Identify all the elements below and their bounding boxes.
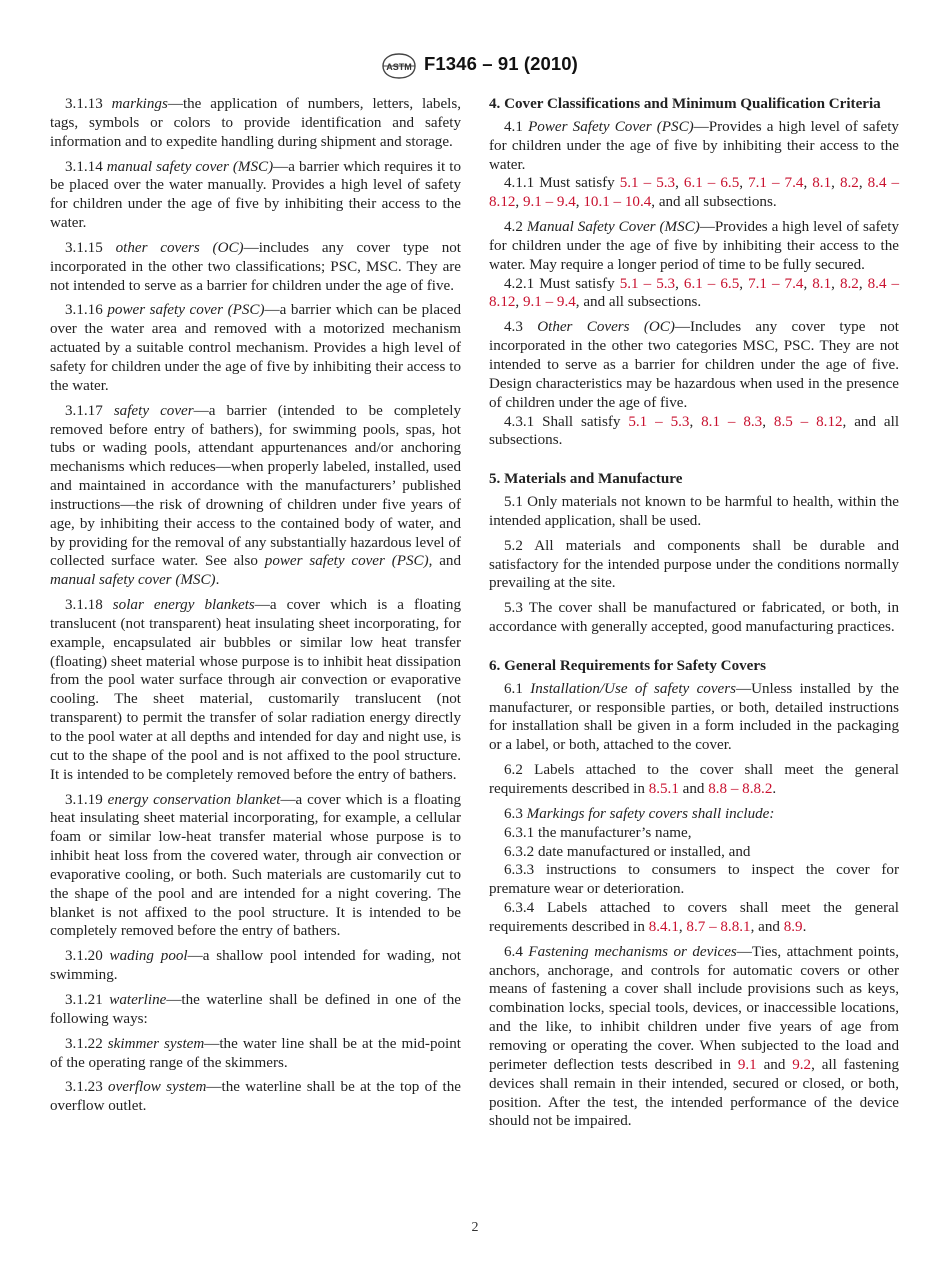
ref-link[interactable]: 5.1 – 5.3 (628, 413, 690, 430)
section-6-4: 6.4 Fastening mechanisms or devices—Ties, attachment points, anchors, anchorage, and controls for automatic covers or other means of fastening a cover shall include provisions such as keys, combination locks, special tools, devices, or inaccessible locations, and the like, to inhibit children under five years of age from removing or operating the cover. When subjected to the load and perimeter deflection tests described in 9.1 and 9.2, all fastening devices shall remain in their intended, secured or closed, or both, position. After the test, the intended performance of the device should not be impaired. (489, 943, 900, 1130)
document-id: F1346 – 91 (2010) (424, 53, 578, 74)
section-3-1-14: 3.1.14 manual safety cover (MSC)—a barrier which requires it to be placed over the water manually. Provides a high level of safety for children under the age of five by inhibiting their access to the water. (50, 158, 461, 232)
ref-link[interactable]: 9.2 (792, 1056, 812, 1073)
section-6-3-2: 6.3.2 date manufactured or installed, and (504, 843, 751, 860)
section-6-3-1: 6.3.1 the manufacturer’s name, (504, 824, 692, 841)
section-3-1-22: 3.1.22 skimmer system—the water line shall be at the mid-point of the operating range of the skimmers. (50, 1035, 461, 1071)
section-6-3: 6.3 Markings for safety covers shall include: (504, 805, 775, 822)
section-5-1: 5.1 Only materials not known to be harmful to health, within the intended application, shall be used. (489, 494, 899, 529)
ref-link[interactable]: 8.2 (839, 175, 859, 192)
ref-link[interactable]: 8.5 – 8.12 (773, 413, 843, 430)
left-column (50, 95, 461, 1122)
section-3-1-20: 3.1.20 wading pool—a shallow pool intended for wading, not swimming. (50, 948, 461, 984)
ref-link[interactable]: 6.1 – 6.5 (683, 175, 740, 192)
ref-link[interactable]: 8.5.1 (648, 781, 679, 797)
section-3-1-16: 3.1.16 power safety cover (PSC)—a barrier which can be placed over the water area and removed with a motorized mechanism actuated by a suitable control mechanism. Provides a high level of safety for children under the age of five by inhibiting their access to the water. (50, 302, 462, 394)
ref-link[interactable]: 8.1 (812, 175, 832, 192)
astm-logo-icon (381, 52, 417, 80)
section-4-1-1: 4.1.1 Must satisfy 5.1 – 5.3, 6.1 – 6.5, 7.1 – 7.4, 8.1, 8.2, 8.4 – 8.12, 9.1 – 9.4, 10.1 – 10.4, and all subsections. (489, 175, 900, 211)
ref-link[interactable]: 7.1 – 7.4 (748, 275, 804, 292)
ref-link[interactable]: 8.2 (839, 275, 859, 292)
section-3-1-19: 3.1.19 energy conservation blanket—a cover which is a floating heat insulating sheet material incorporating, for example, a cellular foam or similar low-heat transfer material whose purpose is to inhibit heat loss from the covered water, through air convection or evaporative cooling, or both. Such materials are customarily cut to the shape of the pool and are intended for a night covering. The blanket is not affixed to the pool structure. It is intended to be completely removed before the entry of bathers. (50, 791, 461, 940)
right-column (489, 95, 899, 1137)
ref-link[interactable]: 5.1 – 5.3 (619, 275, 676, 292)
section-6-1: 6.1 Installation/Use of safety covers—Unless installed by the manufacturer, or responsible parties, or both, detailed instructions for installation shall be given in a form included in the packaging or a label, or both, attached to the cover. (489, 680, 899, 754)
section-6-2: 6.2 Labels attached to the cover shall meet the general requirements described in 8.5.1 and 8.8 – 8.8.2. (489, 762, 899, 797)
logo-text: ASTM (386, 62, 412, 72)
ref-link[interactable]: 5.1 – 5.3 (619, 175, 676, 192)
ref-link[interactable]: 10.1 – 10.4 (583, 194, 652, 211)
section-4-1: 4.1 Power Safety Cover (PSC)—Provides a high level of safety for children under the age of five by inhibiting their access to the water. (489, 118, 899, 173)
section-6-3-3: 6.3.3 instructions to consumers to inspect the cover for premature wear or deterioration. (489, 862, 899, 898)
ref-link[interactable]: 9.1 – 9.4 (522, 294, 576, 311)
ref-link[interactable]: 8.7 – 8.8.1 (686, 918, 751, 935)
section-4-3: 4.3 Other Covers (OC)—Includes any cover type not incorporated in the other two categories MSC, PSC. They are not intended to serve as a barrier for children under the age of five. Design characteristics may be hazardous when used in the presence of children under the age of five. (489, 319, 900, 411)
ref-link[interactable]: 8.4.1 (648, 918, 679, 935)
section-4-2-1: 4.2.1 Must satisfy 5.1 – 5.3, 6.1 – 6.5, 7.1 – 7.4, 8.1, 8.2, 8.4 – 8.12, 9.1 – 9.4, and all subsections. (489, 275, 900, 311)
section-3-1-17: 3.1.17 safety cover—a barrier (intended to be completely removed before entry of bathers), for swimming pools, spas, hot tubs or wading pools, attendant appurtenances and/or anchoring mechanisms which reduces—when properly labeled, installed, used and maintained in accordance with the manufacturers’ published instructions—the risk of drowning of children under five years of age, by inhibiting their access to the contained body of water, and by providing for the removal of any substantially hazardous level of collected surface water. See also power safety cover (PSC), and manual safety cover (MSC). (50, 402, 462, 589)
section-5-3: 5.3 The cover shall be manufactured or fabricated, or both, in accordance with generally accepted, good manufacturing practices. (489, 600, 899, 636)
section-3-1-23: 3.1.23 overflow system—the waterline shall be at the top of the overflow outlet. (50, 1079, 461, 1115)
ref-link[interactable]: 8.8 – 8.8.2 (708, 781, 773, 797)
ref-link[interactable]: 6.1 – 6.5 (683, 275, 740, 292)
section-3-1-15: 3.1.15 other covers (OC)—includes any cover type not incorporated in the other two classifications; PSC, MSC. They are not intended to serve as a barrier for children under the age of five. (50, 239, 461, 294)
page-header (0, 50, 950, 80)
section-4-2: 4.2 Manual Safety Cover (MSC)—Provides a high level of safety for children under the age of five by inhibiting their access to the water. May require a longer period of time to be fully secured. (489, 219, 899, 273)
ref-link[interactable]: 9.1 (737, 1056, 757, 1073)
ref-link[interactable]: 7.1 – 7.4 (748, 175, 804, 192)
section-5-heading: 5. Materials and Manufacture (489, 471, 683, 488)
section-6-heading: 6. General Requirements for Safety Covers (489, 657, 766, 674)
section-5-2: 5.2 All materials and components shall be durable and satisfactory for the intended purpose under the conditions normally prevailing at the site. (489, 537, 899, 592)
section-3-1-13: 3.1.13 markings—the application of numbers, letters, labels, tags, symbols or colors to provide identification and safety information and to expedite handling during shipment and storage. (50, 96, 461, 150)
section-3-1-21: 3.1.21 waterline—the waterline shall be defined in one of the following ways: (50, 991, 461, 1027)
ref-link[interactable]: 8.4 – 8.12 (489, 275, 900, 311)
section-6-3-4: 6.3.4 Labels attached to covers shall meet the general requirements described in 8.4.1, 8.7 – 8.8.1, and 8.9. (489, 900, 899, 935)
page-number: 2 (471, 1220, 479, 1235)
ref-link[interactable]: 8.4 – 8.12 (489, 175, 900, 211)
section-4-3-1: 4.3.1 Shall satisfy 5.1 – 5.3, 8.1 – 8.3, 8.5 – 8.12, and all subsections. (489, 413, 900, 449)
ref-link[interactable]: 8.1 (812, 275, 832, 292)
ref-link[interactable]: 8.1 – 8.3 (701, 413, 763, 430)
ref-link[interactable]: 8.9 (783, 918, 803, 935)
section-3-1-18: 3.1.18 solar energy blankets—a cover which is a floating translucent (not transparent) heat insulating sheet incorporating, for example, encapsulated air bubbles or similar low heat transfer (floating) sheet material whose purpose is to inhibit heat dissipation from the pool water surface through air convection or evaporative cooling. The sheet material, customarily translucent (not transparent) to permit the transfer of solar radiation energy directly to the pool water at all depths and intended for day and night use, is cut to the shape of the pool and is not affixed to the pool structure. It is intended to be completely removed before the entry of bathers. (50, 597, 461, 783)
ref-link[interactable]: 9.1 – 9.4 (522, 194, 576, 211)
section-4-heading: 4. Cover Classifications and Minimum Qualification Criteria (489, 96, 881, 112)
